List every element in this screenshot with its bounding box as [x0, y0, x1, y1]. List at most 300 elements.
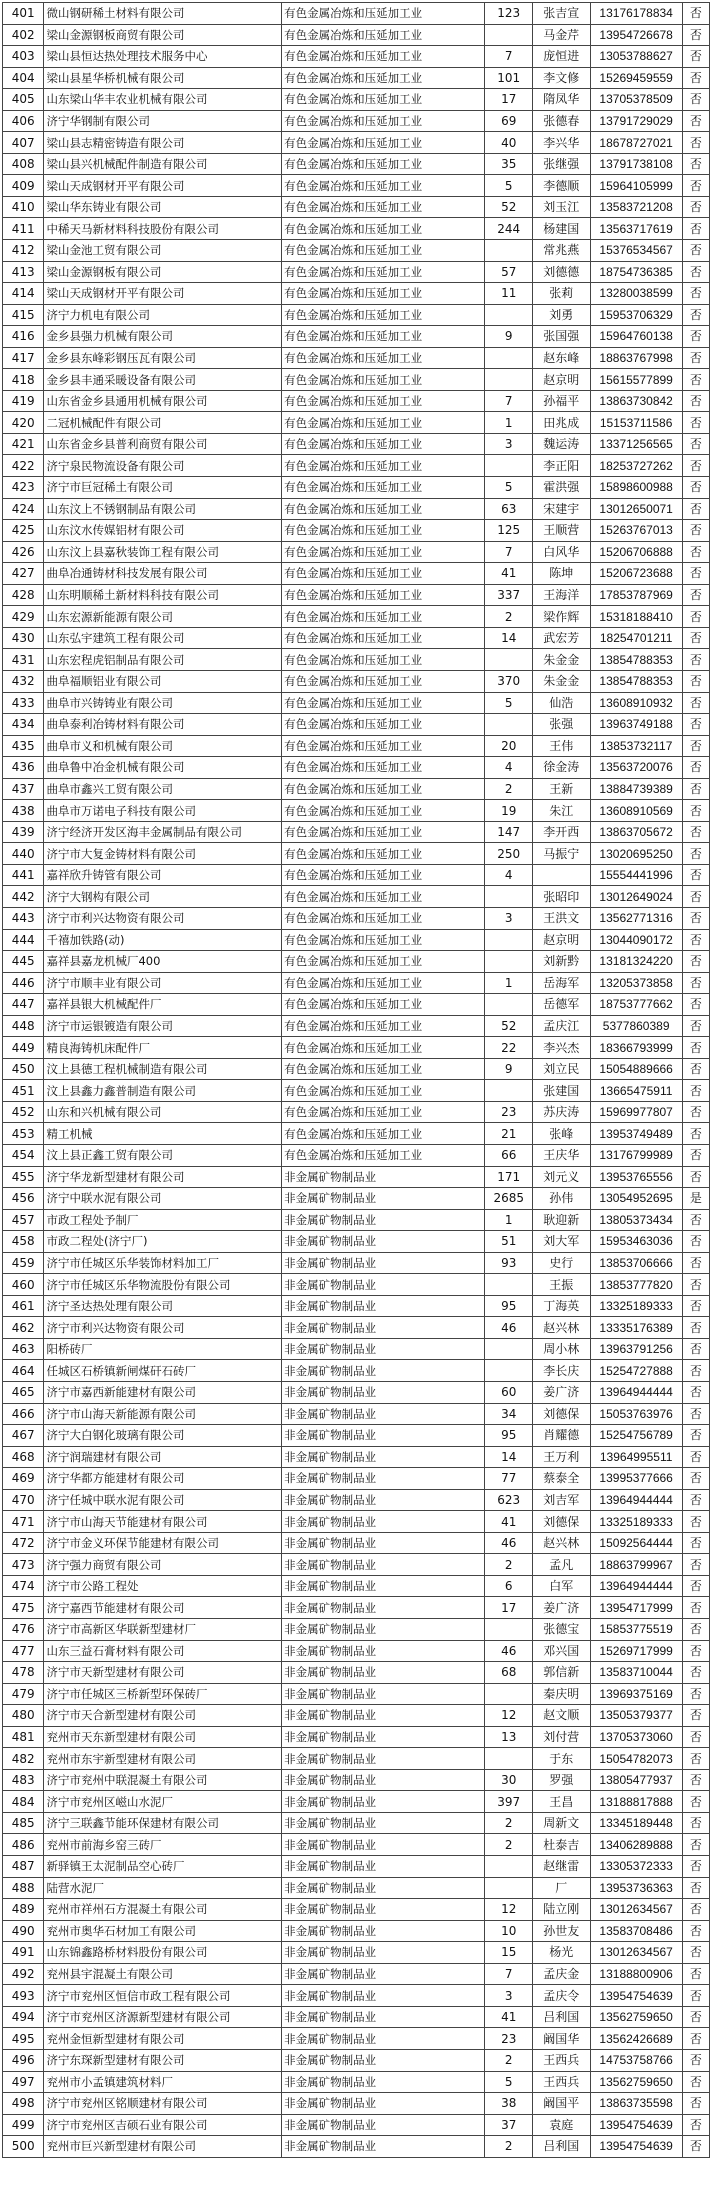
flag-cell: 否 [682, 2006, 709, 2028]
phone-number-cell: 13953736363 [590, 1877, 682, 1899]
industry-cell: 有色金属冶炼和压延加工业 [282, 1037, 485, 1059]
row-number-cell: 469 [3, 1468, 44, 1490]
row-number-cell: 430 [3, 627, 44, 649]
contact-person-cell: 刘付营 [532, 1726, 590, 1748]
employee-count-cell [485, 1338, 533, 1360]
industry-cell: 非金属矿物制品业 [282, 1403, 485, 1425]
phone-number-cell: 17853787969 [590, 584, 682, 606]
contact-person-cell: 孟凡 [532, 1554, 590, 1576]
flag-cell: 否 [682, 1338, 709, 1360]
company-name-cell: 汶上县正鑫工贸有限公司 [44, 1144, 282, 1166]
employee-count-cell [485, 455, 533, 477]
company-name-cell: 曲阜鲁中冶金机械有限公司 [44, 757, 282, 779]
contact-person-cell: 刘立民 [532, 1058, 590, 1080]
row-number-cell: 442 [3, 886, 44, 908]
employee-count-cell: 250 [485, 843, 533, 865]
table-row [3, 1877, 710, 1899]
phone-number-cell: 13964944444 [590, 1489, 682, 1511]
industry-cell: 非金属矿物制品业 [282, 2114, 485, 2136]
company-name-cell: 阳桥砖厂 [44, 1338, 282, 1360]
contact-person-cell: 耿迎新 [532, 1209, 590, 1231]
employee-count-cell: 7 [485, 541, 533, 563]
company-name-cell: 济宁市巨冠稀土有限公司 [44, 477, 282, 499]
employee-count-cell: 2 [485, 2049, 533, 2071]
employee-count-cell: 46 [485, 1532, 533, 1554]
industry-cell: 有色金属冶炼和压延加工业 [282, 24, 485, 46]
flag-cell: 否 [682, 1080, 709, 1102]
flag-cell: 否 [682, 1209, 709, 1231]
company-name-cell: 济宁力机电有限公司 [44, 304, 282, 326]
flag-cell: 否 [682, 1166, 709, 1188]
company-name-cell: 山东汶水传媒铝材有限公司 [44, 520, 282, 542]
employee-count-cell: 21 [485, 1123, 533, 1145]
company-name-cell: 汶上县鑫力鑫普制造有限公司 [44, 1080, 282, 1102]
company-name-cell: 兖州市小孟镇建筑材料厂 [44, 2071, 282, 2093]
employee-count-cell: 35 [485, 153, 533, 175]
employee-count-cell [485, 714, 533, 736]
row-number-cell: 490 [3, 1920, 44, 1942]
industry-cell: 有色金属冶炼和压延加工业 [282, 175, 485, 197]
row-number-cell: 457 [3, 1209, 44, 1231]
row-number-cell: 474 [3, 1575, 44, 1597]
industry-cell: 非金属矿物制品业 [282, 1619, 485, 1641]
company-name-cell: 济宁嘉西节能建材有限公司 [44, 1597, 282, 1619]
row-number-cell: 407 [3, 132, 44, 154]
company-name-cell: 山东锦鑫路桥材料股份有限公司 [44, 1942, 282, 1964]
table-row [3, 606, 710, 628]
row-number-cell: 443 [3, 907, 44, 929]
employee-count-cell: 171 [485, 1166, 533, 1188]
phone-number-cell: 15054782073 [590, 1748, 682, 1770]
phone-number-cell: 13012650071 [590, 498, 682, 520]
industry-cell: 有色金属冶炼和压延加工业 [282, 757, 485, 779]
contact-person-cell: 张吉宣 [532, 3, 590, 25]
row-number-cell: 498 [3, 2093, 44, 2115]
contact-person-cell: 孙伟 [532, 1188, 590, 1210]
table-row [3, 2028, 710, 2050]
flag-cell: 否 [682, 1295, 709, 1317]
industry-cell: 有色金属冶炼和压延加工业 [282, 1123, 485, 1145]
row-number-cell: 449 [3, 1037, 44, 1059]
industry-cell: 有色金属冶炼和压延加工业 [282, 886, 485, 908]
company-name-cell: 济宁市任城区乐华装饰材料加工厂 [44, 1252, 282, 1274]
industry-cell: 有色金属冶炼和压延加工业 [282, 972, 485, 994]
company-name-cell: 济宁市天合新型建材有限公司 [44, 1705, 282, 1727]
employee-count-cell: 7 [485, 1963, 533, 1985]
row-number-cell: 445 [3, 951, 44, 973]
flag-cell: 否 [682, 563, 709, 585]
industry-cell: 有色金属冶炼和压延加工业 [282, 218, 485, 240]
table-row [3, 757, 710, 779]
contact-person-cell: 庞恒进 [532, 46, 590, 68]
company-name-cell: 梁山县志精密铸造有限公司 [44, 132, 282, 154]
employee-count-cell: 5 [485, 692, 533, 714]
company-name-cell: 汶上县德工程机械制造有限公司 [44, 1058, 282, 1080]
company-name-cell: 济宁圣达热处理有限公司 [44, 1295, 282, 1317]
phone-number-cell: 13176799989 [590, 1144, 682, 1166]
employee-count-cell: 397 [485, 1791, 533, 1813]
employee-count-cell: 37 [485, 2114, 533, 2136]
flag-cell: 否 [682, 1446, 709, 1468]
employee-count-cell [485, 649, 533, 671]
contact-person-cell: 孟庆江 [532, 1015, 590, 1037]
flag-cell: 否 [682, 778, 709, 800]
industry-cell: 非金属矿物制品业 [282, 1511, 485, 1533]
phone-number-cell: 15054889666 [590, 1058, 682, 1080]
employee-count-cell: 46 [485, 1640, 533, 1662]
phone-number-cell: 15554441996 [590, 864, 682, 886]
industry-cell: 有色金属冶炼和压延加工业 [282, 1101, 485, 1123]
employee-count-cell [485, 1619, 533, 1641]
employee-count-cell: 66 [485, 1144, 533, 1166]
industry-cell: 非金属矿物制品业 [282, 1640, 485, 1662]
table-row [3, 1101, 710, 1123]
employee-count-cell: 17 [485, 1597, 533, 1619]
company-name-cell: 兖州市前海乡窑三砖厂 [44, 1834, 282, 1856]
flag-cell: 否 [682, 929, 709, 951]
company-name-cell: 济宁市兖州区吉硕石业有限公司 [44, 2114, 282, 2136]
company-name-cell: 精良海铸机床配件厂 [44, 1037, 282, 1059]
industry-cell: 非金属矿物制品业 [282, 1791, 485, 1813]
row-number-cell: 429 [3, 606, 44, 628]
phone-number-cell: 15964105999 [590, 175, 682, 197]
company-name-cell: 济宁市利兴达物资有限公司 [44, 907, 282, 929]
contact-person-cell: 李德顺 [532, 175, 590, 197]
phone-number-cell: 13853777820 [590, 1274, 682, 1296]
phone-number-cell: 13181324220 [590, 951, 682, 973]
table-row [3, 1812, 710, 1834]
industry-cell: 非金属矿物制品业 [282, 2028, 485, 2050]
employee-count-cell [485, 994, 533, 1016]
table-row [3, 283, 710, 305]
table-row [3, 24, 710, 46]
industry-cell: 非金属矿物制品业 [282, 1425, 485, 1447]
employee-count-cell: 93 [485, 1252, 533, 1274]
table-row [3, 1963, 710, 1985]
company-name-cell: 金乡县东峰彩钢压瓦有限公司 [44, 347, 282, 369]
phone-number-cell: 18753777662 [590, 994, 682, 1016]
contact-person-cell: 刘德德 [532, 261, 590, 283]
company-name-cell: 山东省金乡县通用机械有限公司 [44, 390, 282, 412]
industry-cell: 非金属矿物制品业 [282, 1942, 485, 1964]
contact-person-cell: 刘德保 [532, 1403, 590, 1425]
table-row [3, 433, 710, 455]
row-number-cell: 483 [3, 1769, 44, 1791]
industry-cell: 有色金属冶炼和压延加工业 [282, 843, 485, 865]
flag-cell: 否 [682, 1252, 709, 1274]
table-row [3, 1252, 710, 1274]
table-row [3, 1769, 710, 1791]
employee-count-cell [485, 1856, 533, 1878]
flag-cell: 否 [682, 1985, 709, 2007]
employee-count-cell: 12 [485, 1899, 533, 1921]
contact-person-cell: 王伟 [532, 735, 590, 757]
phone-number-cell: 5377860389 [590, 1015, 682, 1037]
table-row [3, 1468, 710, 1490]
contact-person-cell: 袁庭 [532, 2114, 590, 2136]
employee-count-cell: 9 [485, 326, 533, 348]
table-row [3, 1683, 710, 1705]
employee-count-cell: 38 [485, 2093, 533, 2115]
contact-person-cell: 姜广济 [532, 1382, 590, 1404]
table-row [3, 1209, 710, 1231]
row-number-cell: 440 [3, 843, 44, 865]
company-name-cell: 山东明顺稀土新材料科技有限公司 [44, 584, 282, 606]
flag-cell: 否 [682, 627, 709, 649]
company-name-cell: 梁山县恒达热处理技术服务中心 [44, 46, 282, 68]
table-row [3, 972, 710, 994]
company-name-cell: 微山钢研稀土材料有限公司 [44, 3, 282, 25]
table-row [3, 1338, 710, 1360]
flag-cell: 否 [682, 1144, 709, 1166]
table-row [3, 1295, 710, 1317]
table-row [3, 735, 710, 757]
table-row [3, 670, 710, 692]
industry-cell: 非金属矿物制品业 [282, 1985, 485, 2007]
row-number-cell: 425 [3, 520, 44, 542]
contact-person-cell: 赵文顺 [532, 1705, 590, 1727]
row-number-cell: 460 [3, 1274, 44, 1296]
employee-count-cell: 52 [485, 1015, 533, 1037]
table-row [3, 1705, 710, 1727]
employee-count-cell: 63 [485, 498, 533, 520]
table-row [3, 1726, 710, 1748]
contact-person-cell: 陈坤 [532, 563, 590, 585]
phone-number-cell: 13854788353 [590, 649, 682, 671]
company-name-cell: 曲阜市万诺电子科技有限公司 [44, 800, 282, 822]
contact-person-cell: 陆立刚 [532, 1899, 590, 1921]
industry-cell: 非金属矿物制品业 [282, 1166, 485, 1188]
table-row [3, 1791, 710, 1813]
industry-cell: 有色金属冶炼和压延加工业 [282, 541, 485, 563]
flag-cell: 否 [682, 46, 709, 68]
industry-cell: 非金属矿物制品业 [282, 1554, 485, 1576]
flag-cell: 否 [682, 1554, 709, 1576]
contact-person-cell: 肖耀德 [532, 1425, 590, 1447]
contact-person-cell: 刘吉军 [532, 1489, 590, 1511]
company-name-cell: 山东宏程虎铝制品有限公司 [44, 649, 282, 671]
flag-cell: 否 [682, 1640, 709, 1662]
phone-number-cell: 18366793999 [590, 1037, 682, 1059]
contact-person-cell: 赵东峰 [532, 347, 590, 369]
employee-count-cell: 2 [485, 1554, 533, 1576]
table-row [3, 951, 710, 973]
contact-person-cell: 张德春 [532, 110, 590, 132]
employee-count-cell: 123 [485, 3, 533, 25]
table-row [3, 261, 710, 283]
employee-count-cell: 244 [485, 218, 533, 240]
industry-cell: 有色金属冶炼和压延加工业 [282, 929, 485, 951]
industry-cell: 有色金属冶炼和压延加工业 [282, 196, 485, 218]
phone-number-cell: 13406289888 [590, 1834, 682, 1856]
flag-cell: 否 [682, 196, 709, 218]
company-name-cell: 济宁市金义环保节能建材有限公司 [44, 1532, 282, 1554]
company-name-cell: 陆营水泥厂 [44, 1877, 282, 1899]
contact-person-cell: 刘大军 [532, 1231, 590, 1253]
industry-cell: 有色金属冶炼和压延加工业 [282, 627, 485, 649]
contact-person-cell: 常兆燕 [532, 240, 590, 262]
contact-person-cell: 郭信新 [532, 1662, 590, 1684]
flag-cell: 否 [682, 1662, 709, 1684]
flag-cell: 否 [682, 1101, 709, 1123]
industry-cell: 有色金属冶炼和压延加工业 [282, 994, 485, 1016]
company-name-cell: 济宁强力商贸有限公司 [44, 1554, 282, 1576]
contact-person-cell: 丁海英 [532, 1295, 590, 1317]
company-name-cell: 山东汶上不锈钢制品有限公司 [44, 498, 282, 520]
industry-cell: 非金属矿物制品业 [282, 1188, 485, 1210]
contact-person-cell: 岳德军 [532, 994, 590, 1016]
table-row [3, 584, 710, 606]
contact-person-cell [532, 864, 590, 886]
phone-number-cell: 15206706888 [590, 541, 682, 563]
industry-cell: 有色金属冶炼和压延加工业 [282, 153, 485, 175]
table-row [3, 929, 710, 951]
contact-person-cell: 刘勇 [532, 304, 590, 326]
phone-number-cell: 13954754639 [590, 1985, 682, 2007]
industry-cell: 非金属矿物制品业 [282, 1231, 485, 1253]
table-row [3, 218, 710, 240]
flag-cell: 否 [682, 2071, 709, 2093]
phone-number-cell: 13954754639 [590, 2136, 682, 2158]
table-row [3, 520, 710, 542]
table-row [3, 326, 710, 348]
flag-cell: 否 [682, 153, 709, 175]
industry-cell: 非金属矿物制品业 [282, 1295, 485, 1317]
industry-cell: 有色金属冶炼和压延加工业 [282, 412, 485, 434]
employee-count-cell: 10 [485, 1920, 533, 1942]
employee-count-cell: 7 [485, 46, 533, 68]
employee-count-cell [485, 1877, 533, 1899]
phone-number-cell: 13053788627 [590, 46, 682, 68]
phone-number-cell: 13012649024 [590, 886, 682, 908]
contact-person-cell: 姜广济 [532, 1597, 590, 1619]
table-row [3, 196, 710, 218]
row-number-cell: 419 [3, 390, 44, 412]
contact-person-cell: 蔡泰全 [532, 1468, 590, 1490]
employee-count-cell [485, 347, 533, 369]
flag-cell: 否 [682, 67, 709, 89]
industry-cell: 非金属矿物制品业 [282, 1360, 485, 1382]
row-number-cell: 415 [3, 304, 44, 326]
table-row [3, 1662, 710, 1684]
contact-person-cell: 王西兵 [532, 2049, 590, 2071]
company-name-cell: 济宁东琛新型建材有限公司 [44, 2049, 282, 2071]
contact-person-cell: 吕利国 [532, 2006, 590, 2028]
row-number-cell: 487 [3, 1856, 44, 1878]
employee-count-cell: 5 [485, 477, 533, 499]
flag-cell: 否 [682, 994, 709, 1016]
employee-count-cell: 12 [485, 1705, 533, 1727]
employee-count-cell: 51 [485, 1231, 533, 1253]
contact-person-cell: 张莉 [532, 283, 590, 305]
flag-cell: 否 [682, 218, 709, 240]
row-number-cell: 492 [3, 1963, 44, 1985]
phone-number-cell: 13562426689 [590, 2028, 682, 2050]
row-number-cell: 453 [3, 1123, 44, 1145]
row-number-cell: 479 [3, 1683, 44, 1705]
contact-person-cell: 史行 [532, 1252, 590, 1274]
flag-cell: 否 [682, 1748, 709, 1770]
row-number-cell: 450 [3, 1058, 44, 1080]
row-number-cell: 456 [3, 1188, 44, 1210]
phone-number-cell: 13345189448 [590, 1812, 682, 1834]
phone-number-cell: 18254701211 [590, 627, 682, 649]
flag-cell: 否 [682, 1037, 709, 1059]
company-name-cell: 济宁市兖州区济源新型建材有限公司 [44, 2006, 282, 2028]
company-name-cell: 济宁大白钢化玻璃有限公司 [44, 1425, 282, 1447]
phone-number-cell: 13188817888 [590, 1791, 682, 1813]
phone-number-cell: 14753758766 [590, 2049, 682, 2071]
contact-person-cell: 孟庆金 [532, 1963, 590, 1985]
phone-number-cell: 13012634567 [590, 1899, 682, 1921]
row-number-cell: 464 [3, 1360, 44, 1382]
table-row [3, 347, 710, 369]
phone-number-cell: 15153711586 [590, 412, 682, 434]
industry-cell: 有色金属冶炼和压延加工业 [282, 433, 485, 455]
industry-cell: 有色金属冶炼和压延加工业 [282, 132, 485, 154]
table-row [3, 1532, 710, 1554]
company-name-cell: 金乡县丰通采暖设备有限公司 [44, 369, 282, 391]
industry-cell: 有色金属冶炼和压延加工业 [282, 584, 485, 606]
contact-person-cell: 吕利国 [532, 2136, 590, 2158]
phone-number-cell: 13044090172 [590, 929, 682, 951]
table-row [3, 477, 710, 499]
contact-person-cell: 朱金金 [532, 649, 590, 671]
phone-number-cell: 13853732117 [590, 735, 682, 757]
flag-cell: 是 [682, 1188, 709, 1210]
phone-number-cell: 13863705672 [590, 821, 682, 843]
employee-count-cell [485, 1274, 533, 1296]
phone-number-cell: 18863767998 [590, 347, 682, 369]
row-number-cell: 461 [3, 1295, 44, 1317]
table-row [3, 153, 710, 175]
row-number-cell: 452 [3, 1101, 44, 1123]
row-number-cell: 426 [3, 541, 44, 563]
flag-cell: 否 [682, 1274, 709, 1296]
flag-cell: 否 [682, 326, 709, 348]
flag-cell: 否 [682, 606, 709, 628]
industry-cell: 非金属矿物制品业 [282, 1575, 485, 1597]
flag-cell: 否 [682, 390, 709, 412]
phone-number-cell: 13325189333 [590, 1295, 682, 1317]
flag-cell: 否 [682, 1597, 709, 1619]
employee-count-cell: 11 [485, 283, 533, 305]
phone-number-cell: 13020695250 [590, 843, 682, 865]
phone-number-cell: 18678727021 [590, 132, 682, 154]
employee-count-cell: 14 [485, 627, 533, 649]
employee-count-cell: 52 [485, 196, 533, 218]
company-name-cell: 济宁市高新区华联新型建材厂 [44, 1619, 282, 1641]
company-name-cell: 山东弘宇建筑工程有限公司 [44, 627, 282, 649]
row-number-cell: 455 [3, 1166, 44, 1188]
phone-number-cell: 13505379377 [590, 1705, 682, 1727]
row-number-cell: 436 [3, 757, 44, 779]
row-number-cell: 466 [3, 1403, 44, 1425]
contact-person-cell: 赵继雷 [532, 1856, 590, 1878]
table-row [3, 1425, 710, 1447]
row-number-cell: 427 [3, 563, 44, 585]
flag-cell: 否 [682, 1123, 709, 1145]
flag-cell: 否 [682, 1812, 709, 1834]
phone-number-cell: 15269459559 [590, 67, 682, 89]
employee-count-cell: 23 [485, 2028, 533, 2050]
flag-cell: 否 [682, 1317, 709, 1339]
industry-cell: 有色金属冶炼和压延加工业 [282, 1015, 485, 1037]
contact-person-cell: 宋建宇 [532, 498, 590, 520]
contact-person-cell: 刘德保 [532, 1511, 590, 1533]
flag-cell: 否 [682, 1468, 709, 1490]
row-number-cell: 444 [3, 929, 44, 951]
